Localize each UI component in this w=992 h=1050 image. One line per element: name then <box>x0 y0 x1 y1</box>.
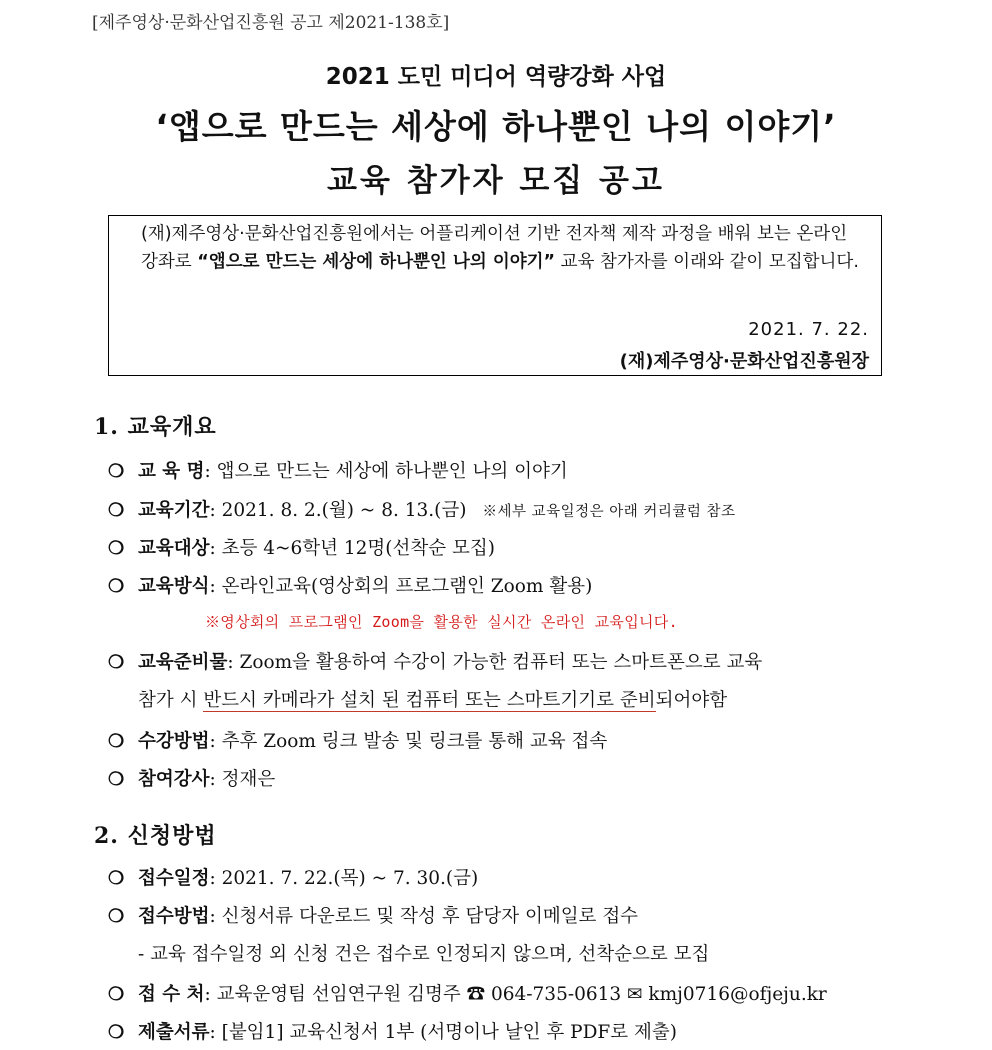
item-value: : 신청서류 다운로드 및 작성 후 담당자 이메일로 접수 <box>209 906 639 927</box>
item-value: : 교육운영팀 선임연구원 김명주 ☎ 064-735-0613 ✉ kmj0716@ofjeju.kr <box>204 984 827 1005</box>
item-value: : 앱으로 만드는 세상에 하나뿐인 나의 이야기 <box>204 461 568 482</box>
bullet-icon: ❍ <box>108 500 125 521</box>
item-label: 참여강사 <box>138 769 210 790</box>
bullet-icon: ❍ <box>108 652 125 673</box>
bullet-icon: ❍ <box>108 1022 125 1043</box>
item-label: 접 수 처 <box>138 984 205 1005</box>
bullet-icon: ❍ <box>108 576 125 597</box>
item-label: 교 육 명 <box>138 461 205 482</box>
title-line-3: 교육 참가자 모집 공고 <box>327 163 665 199</box>
item-value: : [붙임1] 교육신청서 1부 (서명이나 날인 후 PDF로 제출) <box>209 1022 677 1043</box>
list-item <box>108 1018 677 1044</box>
issuer-org: (재)제주영상·문화산업진흥원장 <box>619 351 869 372</box>
intro-box <box>108 215 882 376</box>
item-label: 접수일정 <box>138 868 210 889</box>
bullet-icon: ❍ <box>108 538 125 559</box>
item-label: 수강방법 <box>138 731 210 752</box>
item-value: : 2021. 7. 22.(목) ~ 7. 30.(금) <box>209 868 479 889</box>
prep-underlined: 반드시 카메라가 설치 된 컴퓨터 또는 스마트기기로 준비 <box>203 690 656 711</box>
zoom-note: ※영상회의 프로그램인 Zoom을 활용한 실시간 온라인 교육입니다. <box>205 613 678 631</box>
list-item <box>108 980 827 1006</box>
notice-number: [제주영상·문화산업진흥원 공고 제2021-138호] <box>92 13 450 33</box>
section-2-heading: 2. 신청방법 <box>94 823 217 849</box>
title-line-2: ‘앱으로 만드는 세상에 하나뿐인 나의 이야기’ <box>155 107 837 146</box>
item-label: 접수방법 <box>138 906 210 927</box>
list-item <box>108 864 478 890</box>
bullet-icon: ❍ <box>108 461 125 482</box>
title-line-1: 2021 도민 미디어 역량강화 사업 <box>325 64 667 90</box>
intro-highlight: “앱으로 만드는 세상에 하나뿐인 나의 이야기” <box>197 252 556 272</box>
sub-note: - 교육 접수일정 외 신청 건은 접수로 인정되지 않으며, 선착순으로 모집 <box>138 944 710 965</box>
bullet-icon: ❍ <box>108 984 125 1005</box>
list-item <box>108 902 638 928</box>
list-item <box>108 534 495 560</box>
item-value: : 온라인교육(영상회의 프로그램인 Zoom 활용) <box>209 576 593 597</box>
intro-text <box>141 220 861 276</box>
list-item <box>108 648 762 674</box>
prep-cont-a: 참가 시 <box>138 690 204 711</box>
bullet-icon: ❍ <box>108 868 125 889</box>
item-label: 교육준비물 <box>138 652 228 673</box>
item-value: : 초등 4~6학년 12명(선착순 모집) <box>209 538 495 559</box>
intro-text-a: (재)제주영상·문화산업진흥원에서는 어플리케이션 기반 전자책 제작 과정을 배워 보는 온라인 강좌로 <box>141 224 848 272</box>
notice-date: 2021. 7. 22. <box>748 319 869 340</box>
item-value: : 추후 Zoom 링크 발송 및 링크를 통해 교육 접속 <box>209 731 608 752</box>
list-item <box>108 457 568 483</box>
item-label: 제출서류 <box>138 1022 210 1043</box>
bullet-icon: ❍ <box>108 906 125 927</box>
intro-text-b: 교육 참가자를 이래와 같이 모집합니다. <box>555 252 859 272</box>
item-value: : 2021. 8. 2.(월) ~ 8. 13.(금) <box>209 500 467 521</box>
item-value: : 정재은 <box>209 769 276 790</box>
list-item <box>108 572 592 598</box>
section-1-heading: 1. 교육개요 <box>94 414 217 440</box>
item-label: 교육기간 <box>138 500 210 521</box>
item-label: 교육대상 <box>138 538 210 559</box>
list-item <box>108 727 607 753</box>
item-note: ※세부 교육일정은 아래 커리큘럼 참조 <box>482 504 736 520</box>
list-item <box>108 765 275 791</box>
bullet-icon: ❍ <box>108 769 125 790</box>
list-item <box>108 496 736 522</box>
prep-cont-b: 되어야함 <box>655 690 728 711</box>
item-label: 교육방식 <box>138 576 210 597</box>
item-value: : Zoom을 활용하여 수강이 가능한 컴퓨터 또는 스마트폰으로 교육 <box>227 652 763 673</box>
prep-continuation <box>138 686 727 712</box>
bullet-icon: ❍ <box>108 731 125 752</box>
